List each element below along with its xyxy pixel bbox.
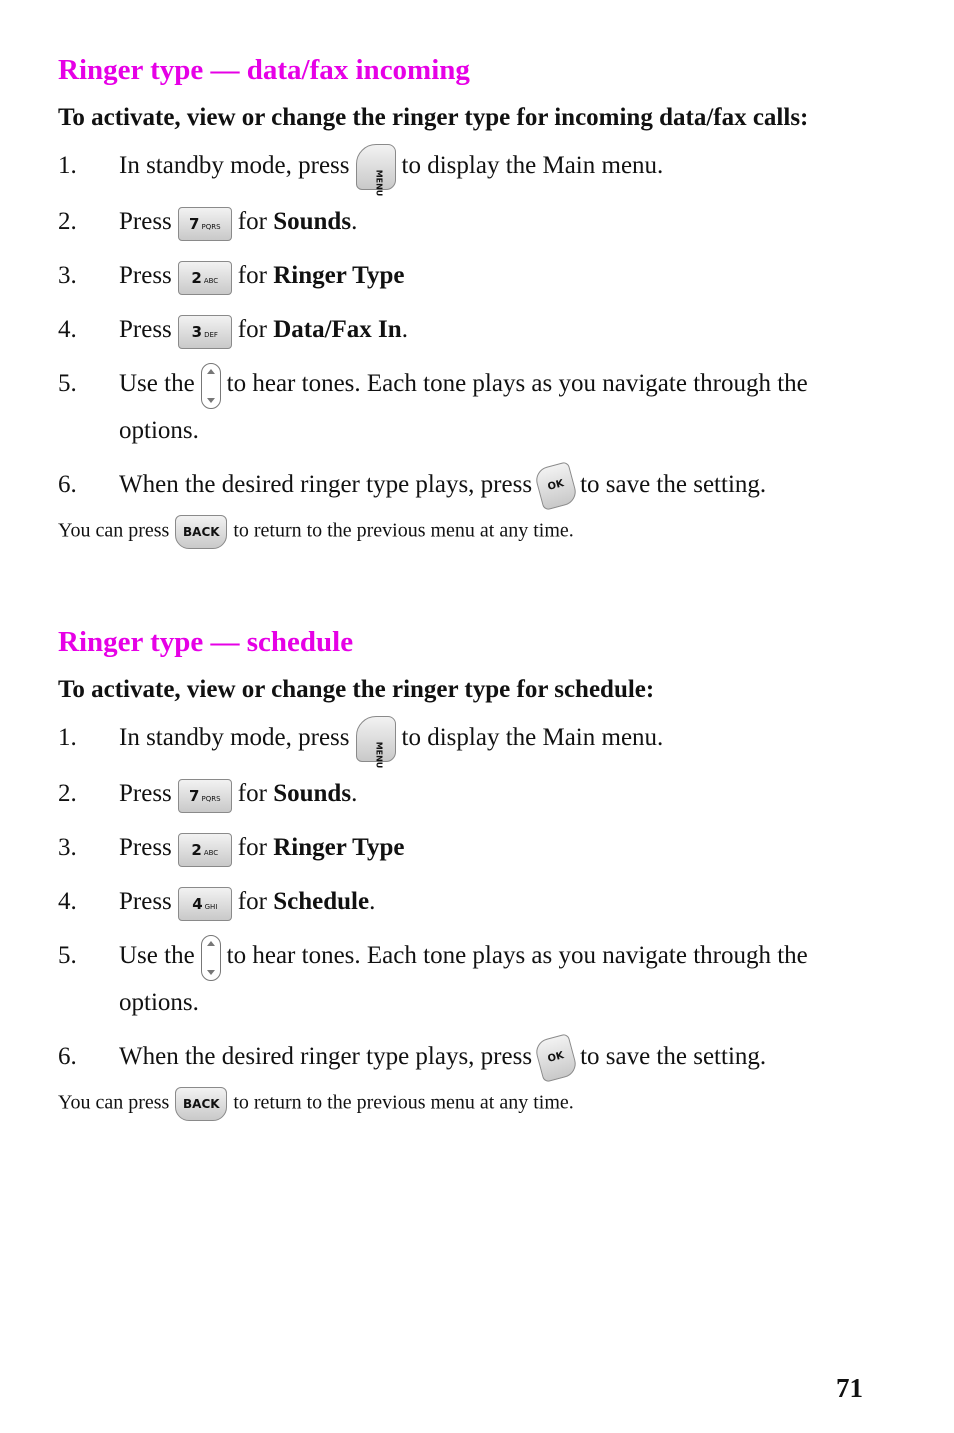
step-number: 1. <box>58 152 77 179</box>
section-data-fax-incoming <box>58 52 878 549</box>
step-number: 3. <box>58 834 77 862</box>
step-2: 2. Press 7 PQRS for Sounds. <box>58 772 878 816</box>
step-text-before: Press <box>119 208 172 236</box>
section-heading: Ringer type — data/fax incoming <box>58 54 470 86</box>
menu-item-name: Sounds <box>273 208 352 236</box>
step-6 <box>58 1035 878 1079</box>
step-number: 2. <box>58 208 77 236</box>
key-7-icon: 7 PQRS <box>178 779 232 813</box>
step-number: 4. <box>58 316 77 344</box>
section-intro: To activate, view or change the ringer type for schedule: <box>58 676 655 703</box>
step-text-mid: for <box>237 834 267 862</box>
menu-key-icon: MENU <box>356 144 396 190</box>
step-text-mid: for <box>237 888 267 916</box>
step-text-before: When the desired ringer type plays, press <box>119 470 533 498</box>
step-5 <box>58 934 878 1024</box>
section-intro: To activate, view or change the ringer type for incoming data/fax calls: <box>58 104 809 131</box>
step-text-after: to display the Main menu. <box>401 724 664 751</box>
step-text-after: to display the Main menu. <box>401 152 664 179</box>
menu-item-name: Ringer Type <box>273 834 405 862</box>
note-text-before: You can press <box>58 1091 170 1114</box>
step-text-before: Press <box>119 888 172 916</box>
section-heading: Ringer type — schedule <box>58 626 354 658</box>
step-text-before: Press <box>119 316 172 344</box>
step-3 <box>58 826 878 870</box>
step-number: 4. <box>58 888 77 916</box>
step-number: 2. <box>58 780 77 808</box>
navigation-key-icon <box>201 935 221 981</box>
key-2-icon: 2 ABC <box>178 833 232 867</box>
ok-key-icon: OK <box>533 461 579 511</box>
back-note <box>58 515 878 549</box>
note-text-after: to return to the previous menu at any time. <box>233 1091 574 1114</box>
note-text-before: You can press <box>58 519 170 542</box>
ok-key-icon: OK <box>533 1033 579 1083</box>
page-number: 71 <box>836 1373 863 1403</box>
step-2: 2. Press 7 PQRS for Sounds. <box>58 200 878 244</box>
step-text-before: When the desired ringer type plays, press <box>119 1042 533 1070</box>
step-text-after: to hear tones. Each tone plays as you navigate through the options. <box>119 942 808 1016</box>
section-schedule <box>58 624 878 1121</box>
step-text-before: In standby mode, press <box>119 724 350 751</box>
menu-item-name: Data/Fax In <box>273 316 402 344</box>
step-4: 4. Press 3 DEF for Data/Fax In. <box>58 308 878 352</box>
step-text-before: Press <box>119 262 172 290</box>
step-number: 6. <box>58 470 77 498</box>
navigation-key-icon <box>201 363 221 409</box>
step-text-mid: for <box>237 208 267 236</box>
step-text-mid: for <box>237 316 267 344</box>
step-text-after: to hear tones. Each tone plays as you navigate through the options. <box>119 370 808 444</box>
key-3-icon: 3 DEF <box>178 315 232 349</box>
step-4: 4. Press 4 GHI for Schedule. <box>58 880 878 924</box>
menu-key-icon: MENU <box>356 716 396 762</box>
step-number: 5. <box>58 942 77 970</box>
step-text-mid: for <box>237 780 267 808</box>
key-7-icon: 7 PQRS <box>178 207 232 241</box>
step-text-before: Use the <box>119 370 195 398</box>
step-1 <box>58 144 878 197</box>
key-4-icon: 4 GHI <box>178 887 232 921</box>
key-2-icon: 2 ABC <box>178 261 232 295</box>
step-text-before: Press <box>119 834 172 862</box>
step-text-before: Use the <box>119 942 195 970</box>
step-text-mid: for <box>237 262 267 290</box>
step-text-after: to save the setting. <box>580 470 767 498</box>
step-6 <box>58 463 878 507</box>
step-text-after: to save the setting. <box>580 1042 767 1070</box>
back-note <box>58 1087 878 1121</box>
back-key-icon: BACK <box>175 1087 227 1121</box>
step-text-before: Press <box>119 780 172 808</box>
step-number: 1. <box>58 724 77 751</box>
menu-item-name: Schedule <box>273 888 370 916</box>
step-1 <box>58 716 878 769</box>
step-3 <box>58 254 878 298</box>
menu-item-name: Sounds <box>273 780 352 808</box>
step-number: 3. <box>58 262 77 290</box>
step-5 <box>58 362 878 452</box>
menu-item-name: Ringer Type <box>273 262 405 290</box>
step-number: 5. <box>58 370 77 398</box>
step-number: 6. <box>58 1042 77 1070</box>
step-text-before: In standby mode, press <box>119 152 350 179</box>
back-key-icon: BACK <box>175 515 227 549</box>
note-text-after: to return to the previous menu at any time. <box>233 519 574 542</box>
